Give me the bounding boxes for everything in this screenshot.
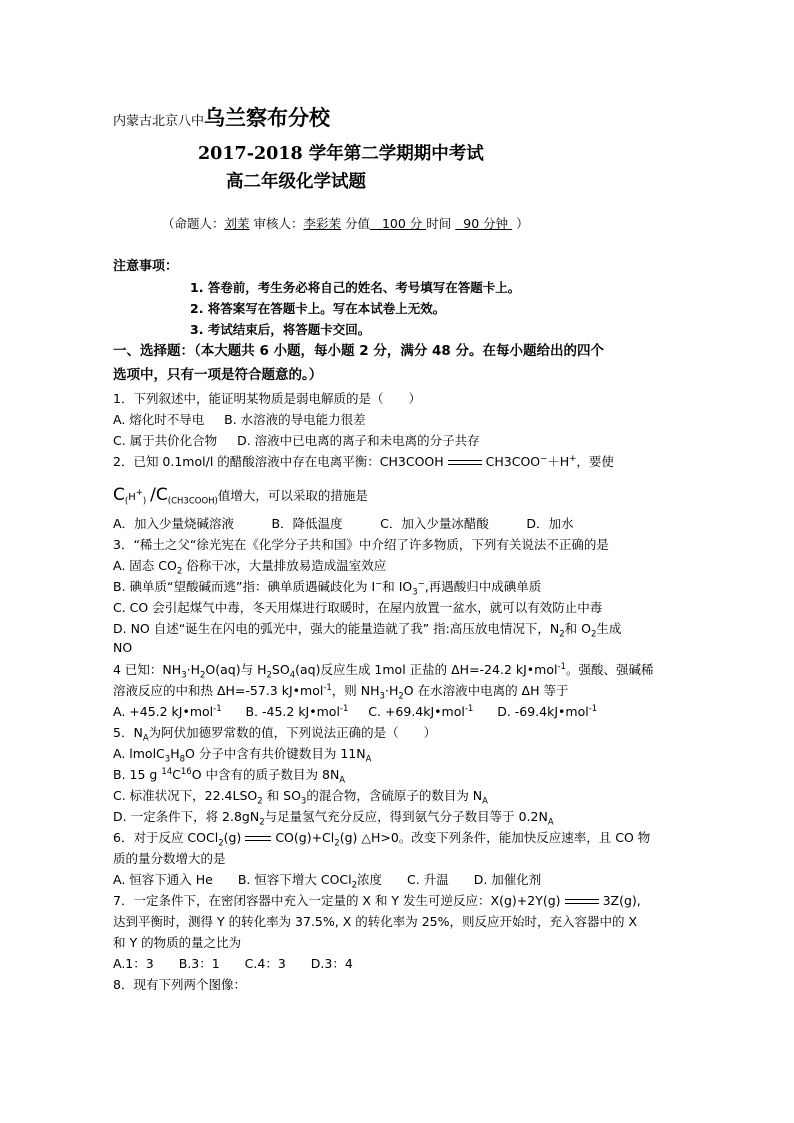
q3-option-c: C. CO 会引起煤气中毒，冬天用煤进行取暖时，在屋内放置一盆水，就可以有效防止中毒	[113, 600, 603, 615]
q4-option-c: C. +69.4kJ•mol$^{-1}$	[368, 703, 474, 719]
school-prefix: 内蒙古北京八中	[113, 114, 205, 129]
q3-option-d-cont: NO	[113, 640, 133, 655]
question-1-stem: 1．下列叙述中，能证明某物质是弱电解质的是（ ）	[113, 391, 421, 406]
question-2-options: A．加入少量烧碱溶液 B．降低温度 C．加入少量冰醋酸 D．加水	[113, 516, 574, 531]
question-6-stem-cont: 质的量分数增大的是	[113, 851, 226, 866]
question-2-stem: 2．已知 0.1mol/l 的醋酸溶液中存在电离平衡：CH3COOH CH3COO−＋H+，要使	[113, 453, 614, 469]
section-heading: 一、选择题：（本大题共 6 小题，每小题 2 分，满分 48 分。在每小题给出的四个	[113, 343, 605, 359]
question-6-options: A. 恒容下通入 He B. 恒容下增大 COCl$_2$浓度 C. 升温 D. 加催化剂	[113, 872, 542, 891]
question-2-ratio: $C_(H^+_)$ $/C_{(CH3COOH)}$值增大，可以采取的措施是	[113, 485, 368, 507]
time-value: 90 分钟	[463, 216, 509, 231]
q5-option-d: D. 一定条件下，将 $2.8gN_2$与足量氢气充分反应，得到氨气分子数目等于 $0.2N_A$	[113, 809, 554, 828]
equilibrium-arrow-icon	[565, 898, 599, 906]
q5-option-c: C. 标准状况下，$22.4LSO_2$ 和 $SO_3$的混合物，含硫原子的数目为 $N_A$	[113, 788, 488, 807]
question-4-options	[113, 703, 597, 721]
question-5-stem: 5．$N_A$为阿伏加德罗常数的值，下列说法正确的是（ ）	[113, 725, 437, 744]
q1-option-d: D. 溶液中已电离的离子和未电离的分子共存	[237, 433, 480, 448]
equilibrium-arrow-icon	[245, 835, 271, 843]
note-item: 1. 答卷前，考生务必将自己的姓名、考号填写在答题卡上。	[190, 280, 521, 295]
q4-option-a: A. +45.2 kJ•mol$^{-1}$	[113, 703, 222, 719]
q4-option-b: B. -45.2 kJ•mol$^{-1}$	[245, 703, 349, 719]
question-6-stem: 6．对于反应 COCl$_2$(g) $CO(g)+Cl_2(g)$ △H>0。改变下列条件，能加快反应速率，且 CO 物	[113, 830, 651, 849]
question-4-stem-cont: 溶液反应的中和热 ΔH=-57.3 kJ•mol$^{-1}$，则 $NH_3\cdot H_2O$ 在水溶液中电离的 ΔH 等于	[113, 682, 569, 702]
q5-option-b: B. 15 g $^{14}C^{16}O$ 中含有的质子数目为 $8N_A$	[113, 766, 346, 786]
q3-option-b: B. 碘单质“望酸碱而逃”指：碘单质遇碱歧化为 I−和 $IO_3^-$,再遇酸归中成碘单质	[113, 578, 542, 598]
q1-option-b: B. 水溶液的导电能力很差	[224, 412, 366, 427]
q3-option-a: A. 固态 $CO_2$ 俗称干冰，大量排放易造成温室效应	[113, 558, 387, 577]
exam-title: 2017-2018 学年第二学期期中考试	[198, 144, 484, 164]
question-4-stem: 4 已知：$NH_3\cdot H_2O(aq)$与 $H_2SO_4(aq)$反应生成 1mol 正盐的 ΔH=-24.2 kJ•mol$^{-1}$。强酸、强碱稀	[113, 661, 654, 681]
q1-option-c: C. 属于共价化合物	[113, 433, 218, 448]
score-value: 100 分	[381, 216, 423, 231]
question-3-stem: 3．“稀土之父“徐光宪在《化学分子共和国》中介绍了许多物质，下列有关说法不正确的是	[113, 537, 609, 552]
notes-heading: 注意事项：	[113, 259, 179, 274]
question-7-options: A.1：3 B.3：1 C.4：3 D.3：4	[113, 956, 353, 971]
question-8-stem: 8．现有下列两个图像：	[113, 977, 246, 992]
school-header	[113, 104, 330, 136]
q1-option-a: A. 熔化时不导电	[113, 412, 205, 427]
section-heading-cont: 选项中，只有一项是符合题意的。）	[113, 367, 323, 383]
reviewer-name: 李彩茉	[303, 216, 342, 231]
note-item: 3. 考试结束后，将答题卡交回。	[190, 322, 371, 337]
note-item: 2. 将答案写在答题卡上。写在本试卷上无效。	[190, 301, 446, 316]
q5-option-a: A. $lmolC_3H_8O$ 分子中含有共价键数目为 $11N_A$	[113, 746, 372, 765]
question-1-options-ab	[113, 411, 366, 429]
question-7-stem-cont2: 和 Y 的物质的量之比为	[113, 935, 242, 950]
subject-title: 高二年级化学试题	[226, 172, 366, 192]
question-7-stem: 7．一定条件下，在密闭容器中充入一定量的 X 和 Y 发生可逆反应：X(g)+2Y(g) 3Z(g),	[113, 893, 641, 908]
q4-option-d: D. -69.4kJ•mol$^{-1}$	[497, 703, 598, 719]
equilibrium-arrow-icon	[448, 459, 482, 467]
author-info: （命题人：刘茉 审核人：李彩茉 分值 100 分 时间 90 分钟 ）	[162, 216, 529, 231]
author-name: 刘茉	[224, 216, 250, 231]
school-main: 乌兰察布分校	[204, 105, 331, 130]
q3-option-d: D. NO 自述“诞生在闪电的弧光中，强大的能量造就了我” 指:高压放电情况下，$N_2$和 $O_2$生成	[113, 621, 622, 640]
question-7-stem-cont: 达到平衡时，测得 Y 的转化率为 37.5%, X 的转化率为 25%，则反应开始时，充入容器中的 X	[113, 914, 638, 929]
question-1-options-cd	[113, 432, 480, 450]
